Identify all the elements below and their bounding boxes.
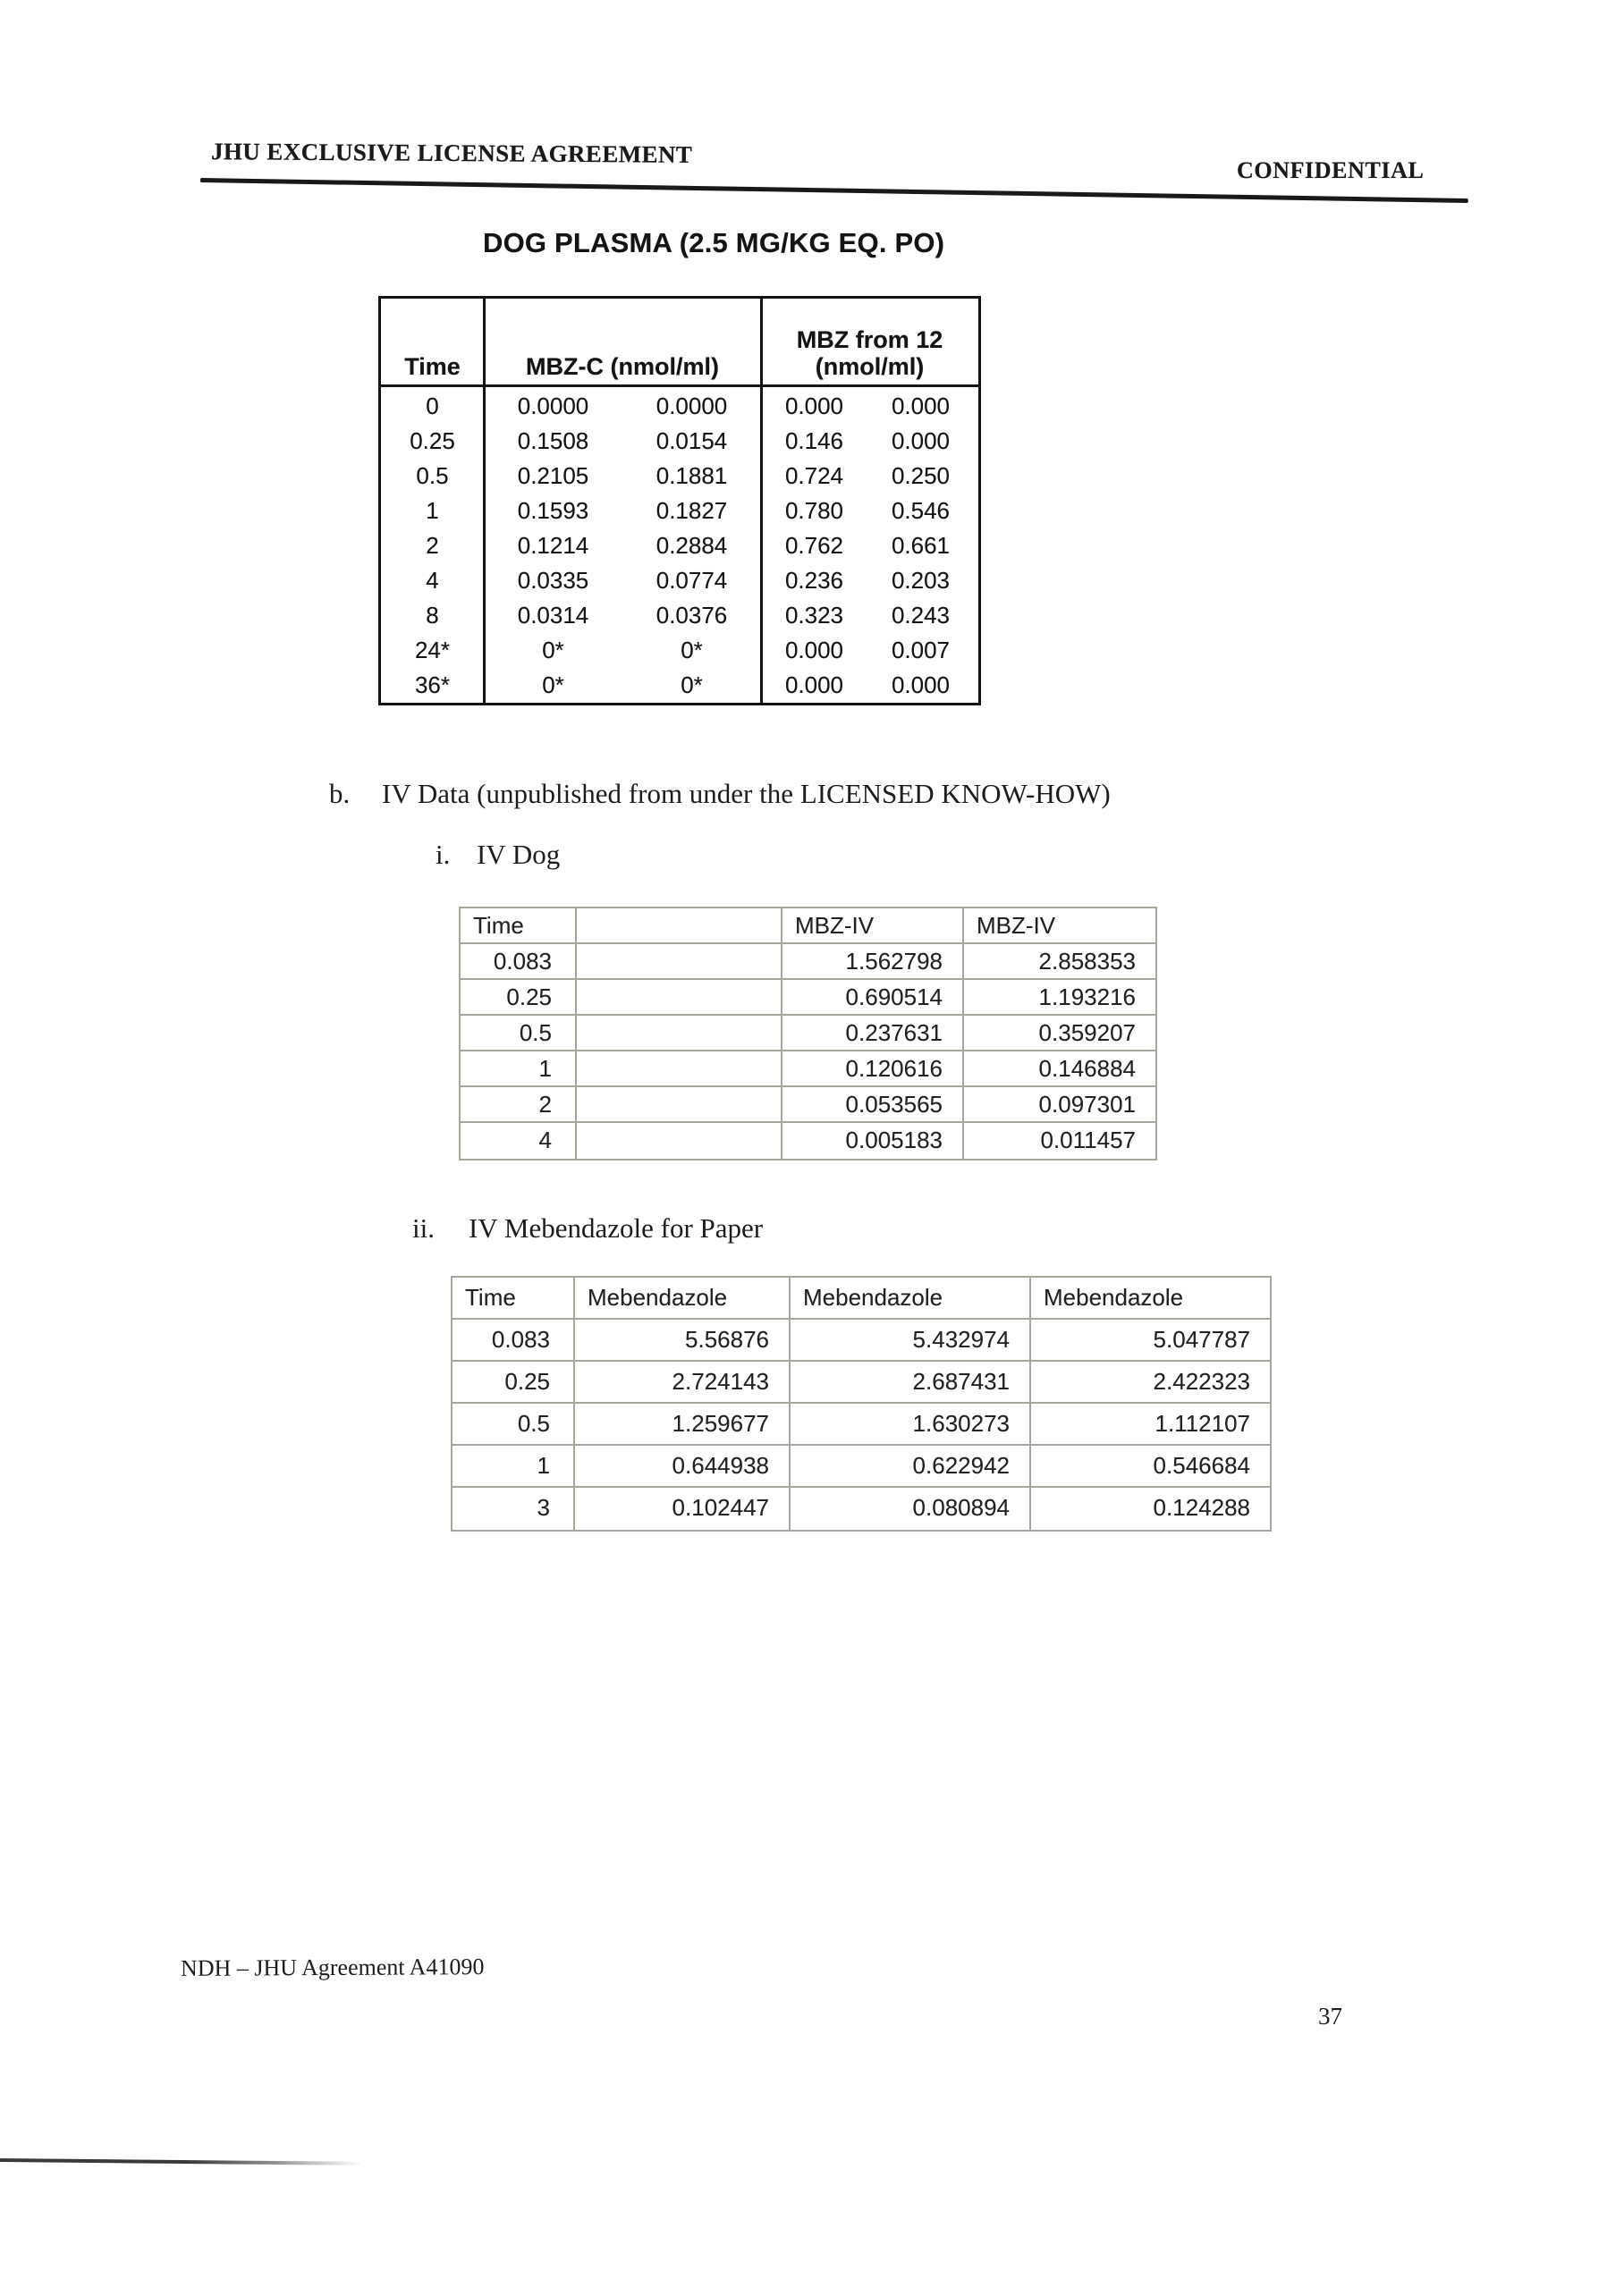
confidential-label: CONFIDENTIAL [1237, 157, 1425, 183]
cell: 0.146884 [964, 1051, 1155, 1087]
iv-meb-table [451, 1276, 1272, 1532]
column-header-label: MBZ from 12 [796, 325, 943, 353]
cell: 0.083 [461, 944, 577, 980]
column-header: MBZ-IV [782, 908, 964, 944]
cell: 2 [461, 1087, 577, 1123]
table-row [381, 459, 978, 494]
footer-agreement-id: NDH – JHU Agreement A41090 [180, 1954, 485, 1981]
cell: 0.25 [461, 980, 577, 1016]
cell: 0.102447 [575, 1488, 791, 1530]
cell: 0.5 [453, 1404, 575, 1446]
cell: 0.124288 [1153, 1494, 1250, 1521]
cell: 0.2884 [656, 532, 728, 559]
cell: 0.1827 [656, 497, 728, 524]
cell: 0.146 [784, 427, 844, 454]
column-header-label: Time [404, 352, 461, 380]
column-header-label: (nmol/ml) [815, 352, 925, 380]
table-row [381, 494, 978, 528]
cell: 1 [461, 1051, 577, 1087]
column-header: Time [453, 1278, 575, 1320]
column-header-mbzc [484, 299, 761, 384]
cell: 2.858353 [964, 944, 1155, 980]
cell: 0.000 [784, 671, 844, 698]
cell: 0.780 [784, 497, 844, 524]
cell: 0.25 [453, 1362, 575, 1404]
document-header-title: JHU EXCLUSIVE LICENSE AGREEMENT [210, 138, 693, 168]
cell: 1.112107 [1031, 1404, 1270, 1446]
table-row [381, 668, 978, 703]
cell: 0.661 [891, 532, 951, 559]
cell: 1.562798 [782, 944, 964, 980]
cell: 4 [426, 567, 439, 594]
cell: 5.432974 [791, 1320, 1031, 1362]
cell: 2 [426, 532, 439, 559]
cell: 36* [414, 671, 451, 698]
cell: 0* [681, 671, 703, 698]
cell: 5.047787 [1031, 1320, 1270, 1362]
cell: 8 [426, 602, 439, 629]
cell: 1 [426, 497, 439, 524]
section-b-label: b. [329, 778, 351, 809]
section-b-text: IV Data (unpublished from under the LICENSED KNOW-HOW) [382, 778, 1111, 809]
cell: 1.193216 [964, 980, 1155, 1016]
table-row [381, 528, 978, 563]
cell: 0.622942 [791, 1446, 1031, 1488]
cell: 0.546684 [1031, 1446, 1270, 1488]
cell: 0.690514 [782, 980, 964, 1016]
cell: 0.546 [891, 497, 951, 524]
subsection-i-label: i. [436, 839, 451, 870]
column-header-time [381, 299, 484, 384]
cell: 0.644938 [575, 1446, 791, 1488]
cell [577, 980, 782, 1016]
cell: 0.000 [891, 671, 951, 698]
cell: 24* [414, 637, 451, 663]
cell: 0.5 [461, 1016, 577, 1051]
po-table-body [381, 387, 978, 703]
cell: 0.0000 [517, 393, 589, 419]
cell: 0.0314 [517, 602, 589, 629]
table-row [381, 389, 978, 424]
dog-plasma-table [378, 296, 981, 705]
cell: 0.243 [891, 602, 951, 629]
cell: 0.007 [891, 637, 951, 663]
cell: 0.1593 [517, 497, 589, 524]
subsection-ii-label: ii. [412, 1212, 435, 1244]
cell: 0.323 [784, 602, 844, 629]
column-header: MBZ-IV [964, 908, 1155, 944]
subsection-i-text: IV Dog [477, 839, 561, 870]
page-number: 37 [1318, 2003, 1342, 2030]
cell: 0.25 [410, 427, 455, 454]
cell: 0.000 [891, 427, 951, 454]
cell: 0 [426, 393, 439, 419]
cell: 0.0335 [517, 567, 589, 594]
cell: 2.687431 [791, 1362, 1031, 1404]
cell: 0.2105 [517, 462, 589, 489]
cell: 0.250 [891, 462, 951, 489]
cell: 0.5 [416, 462, 449, 489]
cell: 0.0774 [656, 567, 728, 594]
cell [577, 944, 782, 980]
subsection-ii-text: IV Mebendazole for Paper [469, 1212, 764, 1244]
cell [577, 1016, 782, 1051]
po-table-title: DOG PLASMA (2.5 MG/KG EQ. PO) [483, 227, 945, 258]
cell: 0.080894 [791, 1488, 1031, 1530]
cell: 0.000 [891, 393, 951, 419]
bottom-scan-line [0, 2158, 362, 2165]
table-row [381, 424, 978, 459]
table-gridline [483, 299, 486, 703]
cell [577, 1087, 782, 1123]
cell: 0.0376 [656, 602, 728, 629]
cell: 0.005183 [782, 1123, 964, 1159]
column-header: Mebendazole [791, 1278, 1031, 1320]
cell: 0.097301 [964, 1087, 1155, 1123]
cell: 0.000 [784, 393, 844, 419]
cell: 0.237631 [782, 1016, 964, 1051]
cell: 1 [453, 1446, 575, 1488]
cell [577, 1051, 782, 1087]
cell: 0.762 [784, 532, 844, 559]
cell: 5.56876 [575, 1320, 791, 1362]
cell: 0.083 [453, 1320, 575, 1362]
column-header: Mebendazole [575, 1278, 791, 1320]
cell: 0.011457 [1040, 1127, 1136, 1153]
column-header-mbz12 [761, 299, 978, 384]
cell: 2.724143 [575, 1362, 791, 1404]
cell: 3 [453, 1488, 575, 1530]
column-header: Time [461, 908, 577, 944]
cell: 0.203 [891, 567, 951, 594]
cell: 0.1881 [656, 462, 728, 489]
cell: 0.1508 [517, 427, 589, 454]
cell: 1.259677 [575, 1404, 791, 1446]
column-header-label: MBZ-C (nmol/ml) [526, 352, 719, 380]
cell: 0.0154 [656, 427, 728, 454]
column-header: Mebendazole [1031, 1278, 1270, 1320]
cell: 4 [461, 1123, 577, 1159]
iv-dog-table [459, 907, 1157, 1161]
table-row [381, 633, 978, 668]
table-row [381, 598, 978, 633]
cell: 0.236 [784, 567, 844, 594]
cell: 0.000 [784, 637, 844, 663]
cell: 0.724 [784, 462, 844, 489]
cell: 0.359207 [964, 1016, 1155, 1051]
cell: 0.0000 [656, 393, 728, 419]
table-gridline [760, 299, 763, 703]
cell: 2.422323 [1031, 1362, 1270, 1404]
cell: 0.1214 [517, 532, 589, 559]
table-header-row [381, 299, 978, 387]
cell [577, 1123, 782, 1159]
cell: 0.053565 [782, 1087, 964, 1123]
column-header [577, 908, 782, 944]
cell: 0* [681, 637, 703, 663]
cell: 1.630273 [791, 1404, 1031, 1446]
cell: 0.120616 [782, 1051, 964, 1087]
cell: 0* [542, 637, 564, 663]
table-row [381, 563, 978, 598]
cell: 0* [542, 671, 564, 698]
